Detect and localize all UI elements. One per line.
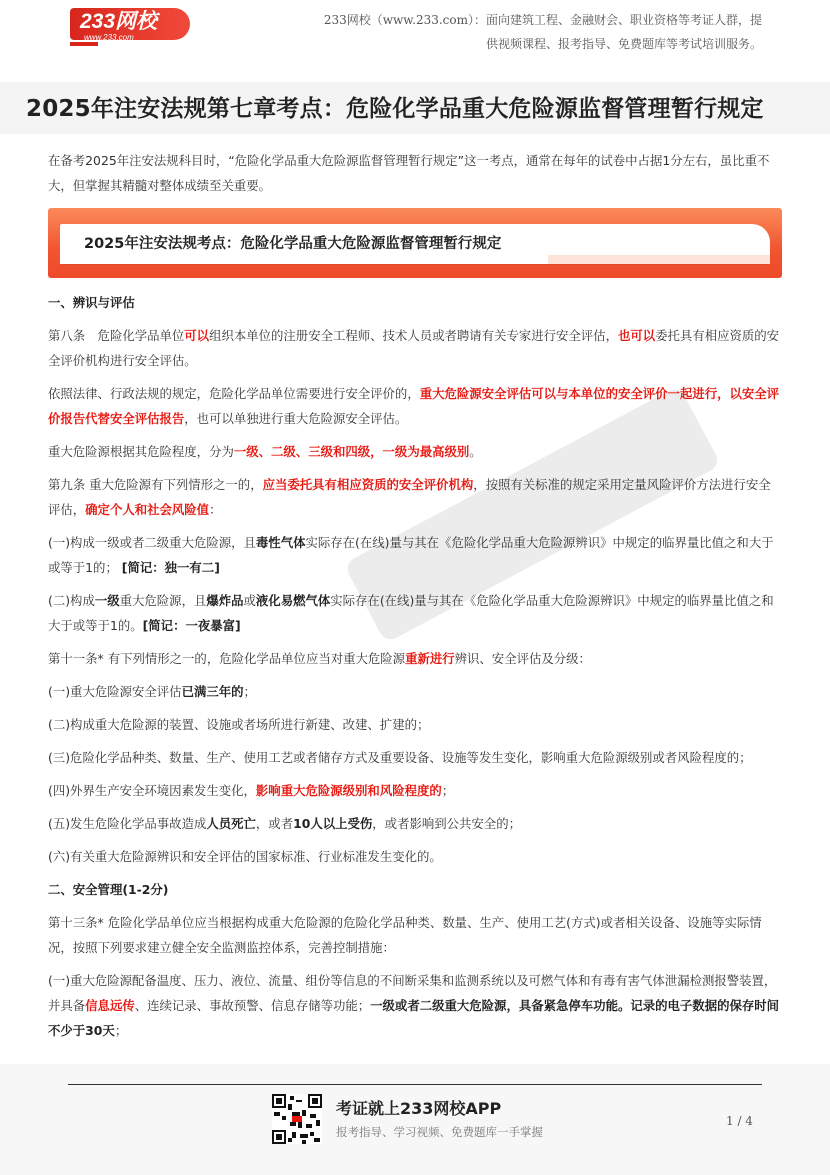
- text: ，或者影响到公共安全的；: [372, 816, 521, 831]
- highlight: 应当委托具有相应资质的安全评价机构: [262, 477, 474, 492]
- section-banner: [48, 208, 782, 278]
- emphasis: 一级或者二级重大危险源，具备紧急停车功能。记录的电子数据的保存时间不少于30天: [48, 998, 780, 1038]
- article-9-item-1: [48, 530, 782, 580]
- banner-stripe: [548, 255, 770, 264]
- emphasis: 10人以上受伤: [293, 816, 373, 831]
- article-body: [48, 148, 782, 1051]
- article-11-item-3: (三)危险化学品种类、数量、生产、使用工艺或者储存方式及重要设备、设施等发生变化，影响重大危险源级别或者风险程度的；: [48, 750, 752, 765]
- article-9: [48, 472, 782, 522]
- text: (一)重大危险源配备温度、压力、液位、流量、组份等信息的不间断采集和监测系统以及可燃气体和有毒有害气体泄漏检测报警装置，并具备: [48, 973, 777, 1013]
- highlight: 重新进行: [405, 651, 455, 666]
- text: (四)外界生产安全环境因素发生变化，: [48, 783, 256, 798]
- text: 组织本单位的注册安全工程师、技术人员或者聘请有关专家进行安全评估，: [209, 328, 618, 343]
- article-11-item-4: [48, 778, 782, 803]
- article-8: [48, 323, 782, 373]
- text: (一)重大危险源安全评估: [48, 684, 182, 699]
- page-number: 1 / 4: [726, 1114, 753, 1128]
- text: 或: [243, 593, 256, 608]
- text: (五)发生危险化学品事故造成: [48, 816, 207, 831]
- brand-logo[interactable]: [70, 8, 204, 46]
- highlight: 重大危险源安全评估可以与本单位的安全评价一起进行，以安全评价报告代替安全评估报告: [48, 386, 780, 426]
- emphasis: 人员死亡: [206, 816, 256, 831]
- article-11-item-1: [48, 679, 782, 704]
- grading-paragraph: [48, 439, 782, 464]
- mnemonic: [简记：一夜暴富]: [142, 618, 241, 633]
- emphasis: 已满三年的: [181, 684, 244, 699]
- article-13: 第十三条* 危险化学品单位应当根据构成重大危险源的危险化学品种类、数量、生产、使用工艺(方式)或者相关设备、设施等实际情况，按照下列要求建立健全安全监测监控体系，完善控制措施：: [48, 915, 762, 955]
- tagline-line-1: 233网校（www.233.com）：面向建筑工程、金融财会、职业资格等考证人群，提: [323, 13, 762, 27]
- footer-app-title: 考证就上233网校APP: [336, 1099, 502, 1118]
- text: (二)构成: [48, 593, 95, 608]
- section-heading-1: 一、辨识与评估: [48, 295, 135, 310]
- highlight: 一级、二级、三级和四级，一级为最高级别: [233, 444, 470, 459]
- text: 第十一条* 有下列情形之一的，危险化学品单位应当对重大危险源: [48, 651, 406, 666]
- text: 重大危险源，且: [119, 593, 207, 608]
- emphasis: 一级: [94, 593, 120, 608]
- text: ，也可以单独进行重大危险源安全评估。: [184, 411, 408, 426]
- text: ，或者: [255, 816, 294, 831]
- emphasis: 爆炸品: [206, 593, 244, 608]
- emphasis: 液化易燃气体: [255, 593, 331, 608]
- article-11: [48, 646, 782, 671]
- page-title: 2025年注安法规第七章考点：危险化学品重大危险源监督管理暂行规定: [26, 96, 764, 122]
- footer-divider: [68, 1084, 762, 1085]
- text: ；: [114, 1023, 128, 1038]
- article-11-item-2: (二)构成重大危险源的装置、设施或者场所进行新建、改建、扩建的；: [48, 717, 430, 732]
- assessment-paragraph: [48, 381, 782, 431]
- text: ，按照有关标准的规定采用定量风险评价方法进行安全评估，: [48, 477, 771, 517]
- text: 委托具有相应资质的安全评价机构进行安全评估。: [48, 328, 780, 368]
- logo-url: www.233.com: [84, 33, 134, 42]
- mnemonic: [简记：独一有二]: [121, 560, 220, 575]
- article-11-item-5: [48, 811, 782, 836]
- page-header: [0, 0, 830, 62]
- text: 辨识、安全评估及分级：: [454, 651, 591, 666]
- article-11-item-6: (六)有关重大危险源辨识和安全评估的国家标准、行业标准发生变化的。: [48, 849, 442, 864]
- text: 。: [469, 444, 482, 459]
- article-9-item-2: [48, 588, 782, 638]
- highlight: 影响重大危险源级别和风险程度的: [255, 783, 442, 798]
- tagline-line-2: 供视频课程、报考指导、免费题库等考试培训服务。: [485, 37, 762, 51]
- text: 重大危险源根据其危险程度，分为: [48, 444, 234, 459]
- text: ：: [209, 502, 222, 517]
- text: 、连续记录、事故预警、信息存储等功能；: [134, 998, 371, 1013]
- banner-title: 2025年注安法规考点：危险化学品重大危险源监督管理暂行规定: [84, 236, 502, 252]
- text: ；: [441, 783, 455, 798]
- footer-app-subtitle: 报考指导、学习视频、免费题库一手掌握: [336, 1125, 543, 1139]
- text: 依照法律、行政法规的规定，危险化学品单位需要进行安全评价的，: [48, 386, 420, 401]
- section-heading-2: 二、安全管理(1-2分): [48, 882, 169, 897]
- highlight: 信息远传: [85, 998, 135, 1013]
- highlight: 确定个人和社会风险值: [85, 502, 210, 517]
- highlight: 可以: [184, 328, 210, 343]
- text: 第八条 危险化学品单位: [48, 328, 185, 343]
- highlight: 也可以: [617, 328, 656, 343]
- emphasis: 毒性气体: [255, 535, 306, 550]
- article-13-item-1: [48, 968, 782, 1043]
- header-tagline: [282, 8, 762, 56]
- text: 实际存在(在线)量与其在《危险化学品重大危险源辨识》中规定的临界量比值之和大于或等于1的。: [48, 593, 774, 633]
- page-footer: [0, 1064, 830, 1175]
- text: 第九条 重大危险源有下列情形之一的，: [48, 477, 263, 492]
- text: (一)构成一级或者二级重大危险源，且: [48, 535, 256, 550]
- logo-bar: [70, 42, 98, 46]
- text: 实际存在(在线)量与其在《危险化学品重大危险源辨识》中规定的临界量比值之和大于或等于1的；: [48, 535, 774, 575]
- logo-text: 233网校: [70, 8, 190, 40]
- qr-code-icon[interactable]: [272, 1094, 322, 1144]
- intro-paragraph: 在备考2025年注安法规科目时，“危险化学品重大危险源监督管理暂行规定”这一考点，通常在每年的试卷中占据1分左右，虽比重不大，但掌握其精髓对整体成绩至关重要。: [48, 153, 770, 193]
- text: ；: [243, 684, 256, 699]
